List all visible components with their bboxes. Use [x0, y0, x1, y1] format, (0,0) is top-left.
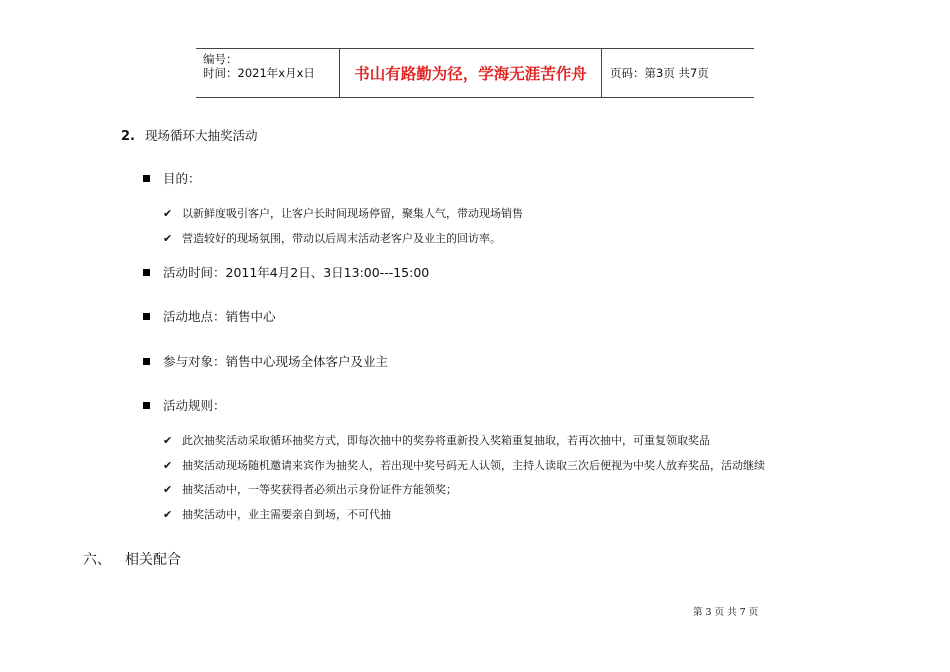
chapter-number: 六、	[83, 552, 111, 568]
checkmark-icon: ✔	[163, 507, 173, 521]
bullet-audience	[143, 352, 388, 370]
bullet-purpose	[143, 169, 201, 187]
check-item-text: 抽奖活动现场随机邀请来宾作为抽奖人，若出现中奖号码无人认领，主持人读取三次后便视为中奖人放弃奖品，活动继续	[182, 459, 765, 472]
header-page: 页码：第3页 共7页	[610, 66, 709, 80]
bullet-place	[143, 307, 276, 325]
check-item	[163, 432, 710, 448]
chapter-title: 相关配合	[125, 552, 181, 568]
page-footer: 第 3 页 共 7 页	[693, 607, 759, 618]
bullet-time-text: 活动时间：2011年4月2日、3日13:00---15:00	[163, 265, 430, 280]
check-item	[163, 457, 765, 473]
check-item-text: 抽奖活动中，一等奖获得者必须出示身份证件方能领奖；	[182, 483, 457, 496]
section-title: 现场循环大抽奖活动	[144, 128, 258, 143]
checkmark-icon: ✔	[163, 231, 173, 245]
check-item	[163, 205, 523, 221]
header-motto: 书山有路勤为径，学海无涯苦作舟	[339, 49, 602, 97]
chapter-heading	[83, 549, 181, 569]
checkmark-icon: ✔	[163, 482, 173, 496]
square-bullet-icon	[143, 269, 150, 276]
check-item	[163, 230, 501, 246]
checkmark-icon: ✔	[163, 458, 173, 472]
check-item-text: 此次抽奖活动采取循环抽奖方式，即每次抽中的奖券将重新投入奖箱重复抽取，若再次抽中，可重复领取奖品	[182, 434, 710, 447]
checkmark-icon: ✔	[163, 206, 173, 220]
header-time: 时间：2021年x月x日	[203, 66, 315, 80]
bullet-rules	[143, 396, 226, 414]
check-item	[163, 481, 457, 497]
bullet-time	[143, 263, 429, 281]
square-bullet-icon	[143, 313, 150, 320]
section-heading	[121, 126, 258, 144]
square-bullet-icon	[143, 175, 150, 182]
bullet-purpose-text: 目的：	[163, 171, 201, 186]
bullet-rules-text: 活动规则：	[163, 398, 226, 413]
check-item-text: 以新鲜度吸引客户，让客户长时间现场停留，聚集人气，带动现场销售	[182, 207, 523, 220]
check-item	[163, 506, 391, 522]
square-bullet-icon	[143, 402, 150, 409]
check-item-text: 营造较好的现场氛围，带动以后周末活动老客户及业主的回访率。	[182, 232, 501, 245]
checkmark-icon: ✔	[163, 433, 173, 447]
square-bullet-icon	[143, 358, 150, 365]
section-number: 2.	[121, 129, 135, 144]
check-item-text: 抽奖活动中，业主需要亲自到场，不可代抽	[182, 508, 391, 521]
header-number: 编号：	[203, 52, 238, 66]
bullet-audience-text: 参与对象：销售中心现场全体客户及业主	[163, 354, 389, 369]
header-left-cell	[196, 49, 339, 97]
header-table	[196, 48, 754, 98]
bullet-place-text: 活动地点：销售中心	[163, 309, 276, 324]
